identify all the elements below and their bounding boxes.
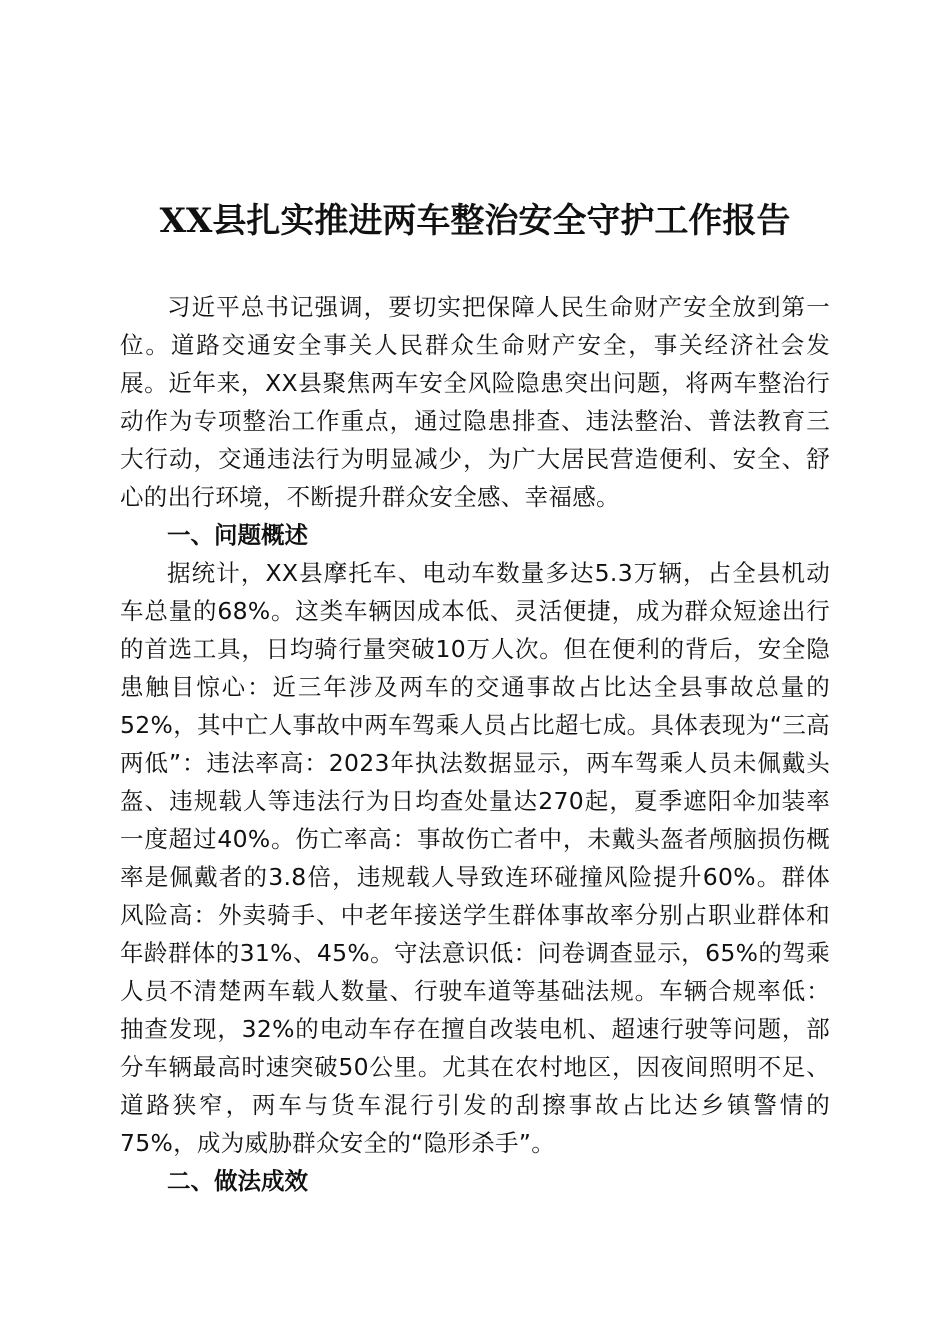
document-body [120,288,830,1200]
document-title: XX县扎实推进两车整治安全守护工作报告 [159,201,791,241]
intro-paragraph: 习近平总书记强调，要切实把保障人民生命财产安全放到第一位。道路交通安全事关人民群众生命财产安全，事关经济社会发展。近年来，XX县聚焦两车安全风险隐患突出问题，将两车整治行动作为专项整治工作重点，通过隐患排查、违法整治、普法教育三大行动，交通违法行为明显减少，为广大居民营造便利、安全、舒心的出行环境，不断提升群众安全感、幸福感。 [120,293,830,511]
problem-overview-paragraph: 据统计，XX县摩托车、电动车数量多达5.3万辆，占全县机动车总量的68%。这类车辆因成本低、灵活便捷，成为群众短途出行的首选工具，日均骑行量突破10万人次。但在便利的背后，安全隐患触目惊心：近三年涉及两车的交通事故占比达全县事故总量的52%，其中亡人事故中两车驾乘人员占比超七成。具体表现为“三高两低”：违法率高：2023年执法数据显示，两车驾乘人员未佩戴头盔、违规载人等违法行为日均查处量达270起，夏季遮阳伞加装率一度超过40%。伤亡率高：事故伤亡者中，未戴头盔者颅脑损伤概率是佩戴者的3.8倍，违规载人导致连环碰撞风险提升60%。群体风险高：外卖骑手、中老年接送学生群体事故率分别占职业群体和年龄群体的31%、45%。守法意识低：问卷调查显示，65%的驾乘人员不清楚两车载人数量、行驶车道等基础法规。车辆合规率低：抽查发现，32%的电动车存在擅自改装电机、超速行驶等问题，部分车辆最高时速突破50公里。尤其在农村地区，因夜间照明不足、道路狭窄，两车与货车混行引发的刮擦事故占比达乡镇警情的75%，成为威胁群众安全的“隐形杀手”。 [120,559,830,1157]
section-heading-measures-results: 二、做法成效 [167,1167,308,1195]
section-heading-problem-overview: 一、问题概述 [167,521,308,549]
